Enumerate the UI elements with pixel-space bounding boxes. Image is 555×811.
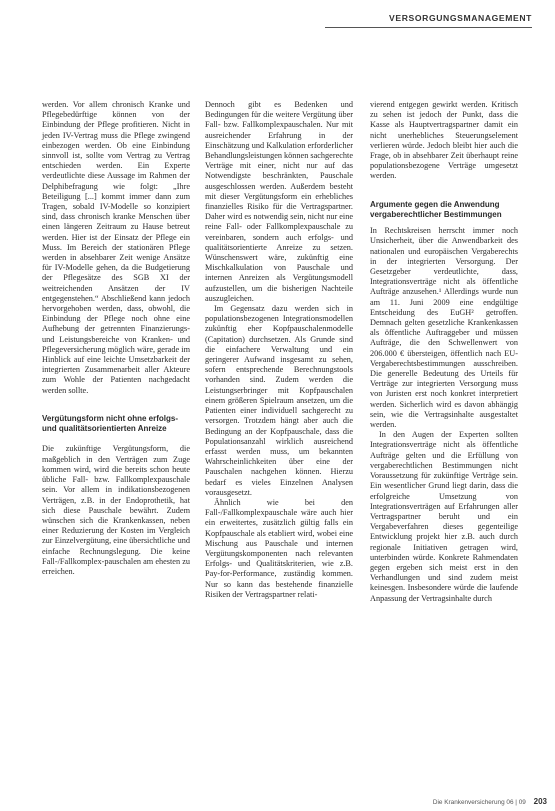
header-rule [325, 27, 532, 28]
page-header [0, 0, 555, 28]
page-number: 203 [533, 797, 547, 806]
paragraph: In den Augen der Experten sollten Integrationsverträge nicht als öffentliche Aufträge gelten und die Erfüllung von vergaberechtlichen Bestimmungen nicht Voraussetzung für zukünftige Verträge sein. Ein wesentlicher Grund liegt darin, dass die erfolgreiche Umsetzung von Integrationsverträgen auf Erfahrungen aller Vertragspartner beruht und ein Vergabeverfahren dieses gegenteilige Entwicklung projekt hier z.B. auch durch regionale Initiativen getragen wird, unterbinden würde. Konkrete Rahmendaten gegen ergeben sich meist erst in den Verhandlungen und sind zudem meist keinesgen. Insbesondere würde die laufende Anpassung der Vertragsinhalte durch [370, 430, 518, 603]
journal-name: Die Krankenversicherung 06 | 09 [432, 799, 526, 806]
page-footer [433, 797, 547, 806]
paragraph: Ähnlich wie bei den Fall-/Fallkomplexpauschale wäre auch hier ein erweitertes, zusätzlich gültig falls ein Kopfpauschale als etabliert wird, wobei eine Mischung aus Pauschale und internen Vergütungskomponenten nach relevanten Erfolgs- und Qualitätskriterien, wie z.B. Pay-for-Performance, zuständig kommen. Nur so kann das bestehende finanzielle Risiken der Vertragspartner relati- [205, 497, 353, 599]
text-column-3 [370, 100, 518, 604]
section-title: VERSORGUNGSMANAGEMENT [389, 13, 532, 23]
section-heading: Argumente gegen die Anwendung vergaberechtlicher Bestimmungen [370, 199, 502, 219]
paragraph: vierend entgegen gewirkt werden. Kritisch zu sehen ist jedoch der Punkt, dass die Kasse als Hauptvertragspartner damit ein nicht unerhebliches Steuerungselement verlieren würde. Jedoch bleibt hier auch die Frage, ob in absehbarer Zeit überhaupt reine populationsbezogene Verträge umgesetzt werden. [370, 100, 518, 181]
text-column-1 [42, 100, 190, 577]
paragraph: werden. Vor allem chronisch Kranke und Pflegebedürftige können von der Einbindung der Pflege profitieren. Nicht in jeden IV-Vertrag muss die Pflege zwingend einbezogen werden. Ob eine Einbindung sinnvoll ist, sollte vom Vertrag zu Vertrag entschieden werden. Ein Experte verdeutlichte diese Aussage im Rahmen der Delphibefragung wie folgt: „Ihre Beteiligung [...] kommt immer dann zum Tragen, sobald IV-Modelle so konzipiert sind, dass chronisch kranke Menschen über einen längeren Zeitraum zu Hause betreut werden. Hier ist der Einsatz der Pflege ein Muss. Im Bereich der stationären Pflege werden in absehbarer Zeit wenige Ansätze für IV-Modelle gehen, da die Budgetierung der Pflegesätze des SGB XI der weitreichenden Ansätzen der IV entgegenstehen.“ Abschließend kann jedoch hervorgehoben werden, dass, obwohl, die Einbindung der Pflege noch ohne eine Aufhebung der getrennten Finanzierungs- und Leistungsbereiche von Kranken- und Pflegeversicherung möglich wäre, gerade im Hinblick auf eine leichte Umsetzbarkeit der integrierten Zusammenarbeit aller Akteure zum Wohle der Patienten nachgedacht werden sollte. [42, 100, 190, 395]
paragraph: In Rechtskreisen herrscht immer noch Unsicherheit, über die Anwendbarkeit des nationalen und europäischen Vergaberechts in der integrierten Versorgung. Der Gesetzgeber verdeutlichte, dass, Integrationsverträge nicht als öffentliche Aufträge anzusehen.¹ Allerdings wurde nun am 11. Juni 2009 eine endgültige Entscheidung des EuGH² getroffen. Demnach gelten gesetzliche Krankenkassen als öffentliche Auftraggeber und müssen Aufträge, die den Schwellenwert von 206.000 € übersteigen, öffentlich nach EU-Vergaberechtsbestimmungen ausschreiben. Die generelle Bedeutung des Urteils für Verträge zur integrierten Versorgung muss von Juristen erst noch konkret interpretiert werden. Sicherlich wird es davon abhängig sein, wie die Vertragsinhalte ausgestaltet werden. [370, 226, 518, 430]
paragraph: Die zukünftige Vergütungsform, die maßgeblich in den Verträgen zum Zuge kommen wird, wird die bereits schon heute übliche Fall- bzw. Fallkomplexpauschale sein. Vor allem in indikationsbezogenen Verträgen, z.B. in der Endoprothetik, hat sich diese Pauschale bewährt. Zudem wünschen sich die Krankenkassen, neben einer Reduzierung der Kosten im Vergleich zur Einzelvergütung, eine übersichtliche und einfache Rechnungslegung. Die keine Fall-/Fallkomplex-pauschalen am ehesten zu erreichen. [42, 444, 190, 576]
paragraph: Dennoch gibt es Bedenken und Bedingungen für die weitere Vergütung über Fall- bzw. Fallkomplexpauschalen. Nur mit ausreichender Erfahrung in der Einschätzung und Kalkulation erforderlicher Behandlungsleistungen können sachgerechte Verträge mit einer, nicht nur auf das Notwendigste beschränkten, Pauschale ausgeschlossen werden. Außerdem besteht mit dieser Vergütungsform ein erhebliches finanzielles Risiko für die Vertragspartner. Daher wird es notwendig sein, nicht nur eine reine Fall- oder Fallkomplexpauschale zu vereinbaren, sondern auch erfolgs- und qualitätsorientierte Anreize zu setzen. Wünschenswert wäre, zukünftig eine Mischkalkulation von Pauschale und internen Anreizen als Vergütungsmodell aufzustellen, um die bisherigen Nachteile auszugleichen. [205, 100, 354, 303]
section-heading: Vergütungsform nicht ohne erfolgs- und qualitätsorientierten Anreize [42, 413, 179, 434]
text-column-2 [205, 100, 353, 600]
paragraph: Im Gegensatz dazu werden sich in populationsbezogenen Integrationsmodellen zukünftig eher Kopfpauschalenmodelle (Capitation) durchsetzen. Als Grunde sind die einfachere Verwaltung und ein geringerer Aufwand insgesamt zu sehen, sofern entsprechende Berechnungstools vorhanden sind. Zudem werden die Leistungserbringer mit Kopfpauschalen einem größeren Spielraum ansetzen, um die Patienten einer individuell sachgerecht zu versorgen. Trotzdem hängt aber auch die Bedingung an der Kopfpauschale, dass die Populationsanzahl wirklich ausreichend erfasst werden muss, um bekannten Wahrscheinlichkeiten über eine der Pauschalen nachgehen können. Hierzu bedarf es vieles Einzelnen Analysen vorausgesetzt. [205, 304, 353, 497]
